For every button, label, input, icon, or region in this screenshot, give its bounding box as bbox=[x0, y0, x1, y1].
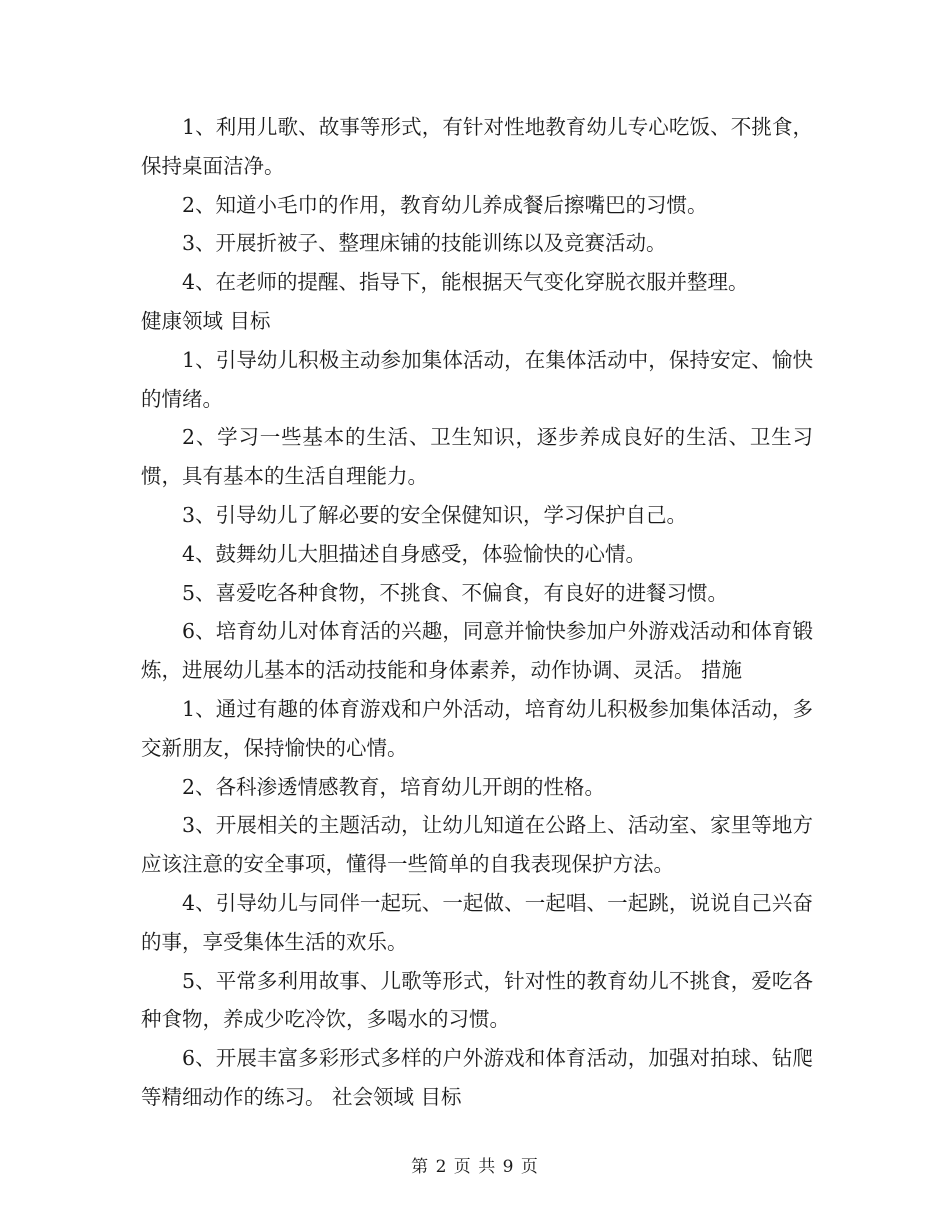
paragraph: 3、引导幼儿了解必要的安全保健知识，学习保护自己。 bbox=[182, 502, 688, 527]
section-heading: 健康领域 目标 bbox=[141, 308, 271, 333]
paragraph: 3、开展折被子、整理床铺的技能训练以及竞赛活动。 bbox=[182, 231, 667, 256]
paragraph: 6、开展丰富多彩形式多样的户外游戏和体育活动，加强对拍球、钻爬等精细动作的练习。 社会领域 目标 bbox=[141, 1046, 813, 1109]
document-body bbox=[141, 108, 813, 1117]
paragraph: 2、知道小毛巾的作用，教育幼儿养成餐后擦嘴巴的习惯。 bbox=[182, 192, 708, 217]
paragraph: 4、鼓舞幼儿大胆描述自身感受，体验愉快的心情。 bbox=[182, 541, 647, 566]
paragraph: 2、各科渗透情感教育，培育幼儿开朗的性格。 bbox=[182, 774, 606, 799]
paragraph: 4、在老师的提醒、指导下，能根据天气变化穿脱衣服并整理。 bbox=[182, 270, 749, 295]
paragraph: 1、利用儿歌、故事等形式，有针对性地教育幼儿专心吃饭、不挑食，保持桌面洁净。 bbox=[141, 115, 813, 178]
paragraph: 1、引导幼儿积极主动参加集体活动，在集体活动中，保持安定、愉快的情绪。 bbox=[141, 347, 813, 411]
paragraph: 4、引导幼儿与同伴一起玩、一起做、一起唱、一起跳，说说自己兴奋的事，享受集体生活的欢乐。 bbox=[141, 890, 813, 954]
paragraph: 1、通过有趣的体育游戏和户外活动，培育幼儿积极参加集体活动，多交新朋友，保持愉快的心情。 bbox=[141, 696, 813, 760]
paragraph: 5、平常多利用故事、儿歌等形式，针对性的教育幼儿不挑食，爱吃各种食物，养成少吃冷饮，多喝水的习惯。 bbox=[141, 968, 813, 1032]
paragraph: 5、喜爱吃各种食物，不挑食、不偏食，有良好的进餐习惯。 bbox=[182, 580, 729, 605]
paragraph: 6、培育幼儿对体育活的兴趣，同意并愉快参加户外游戏活动和体育锻炼，进展幼儿基本的活动技能和身体素养，动作协调、灵活。 措施 bbox=[141, 619, 813, 683]
page-footer: 第 2 页 共 9 页 bbox=[411, 1157, 539, 1177]
paragraph: 2、学习一些基本的生活、卫生知识，逐步养成良好的生活、卫生习惯，具有基本的生活自理能力。 bbox=[141, 425, 813, 489]
paragraph: 3、开展相关的主题活动，让幼儿知道在公路上、活动室、家里等地方应该注意的安全事项，懂得一些简单的自我表现保护方法。 bbox=[141, 813, 813, 877]
